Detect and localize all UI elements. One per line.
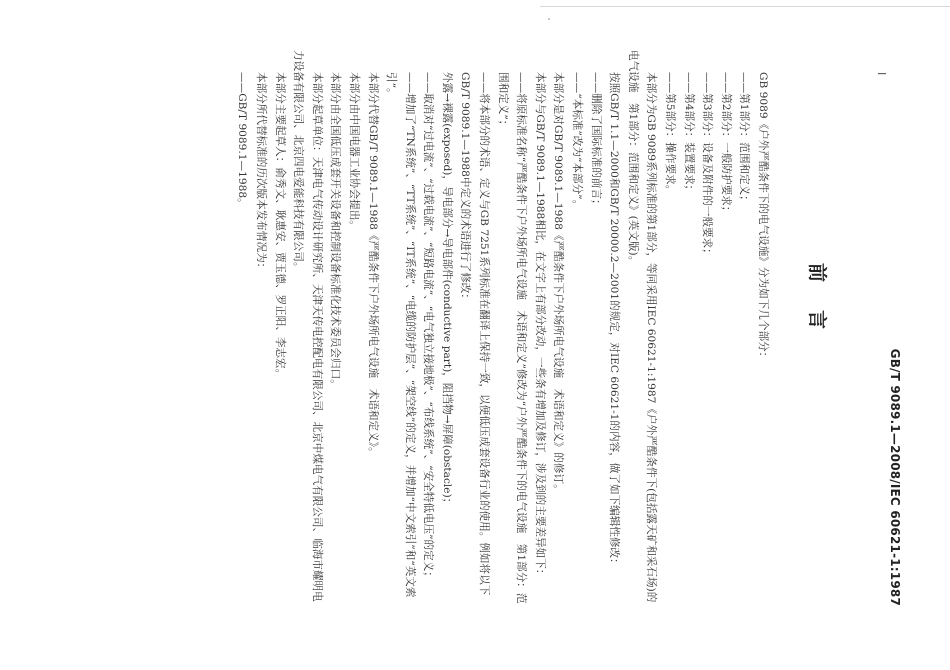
paragraph: 按照GB/T 1.1—2000和GB/T 20000.2—2001的规定，对IEC 60621-1的内容，做了如下编辑性修改： [608,72,621,569]
list-item: ——第1部分：范围和定义； [738,72,751,206]
list-item: ——将本部分的术语、定义与GB 7251系列标准在翻译上保持一致，以便低压成套设备行业的使用。例如将以下GB/T 9089.1—1988中定义的术语进行了修改： [459,72,491,596]
list-item: ——删除了国际标准的前言； [589,72,602,210]
list-item: ——第5部分：操作要求。 [664,72,677,196]
paragraph: 本部分是对GB/T 9089.1—1988《严酷条件下户外场所电气设施 术语和定义》的修订。 [552,72,565,495]
list-item: ——GB/T 9089.1—1988。 [236,72,249,209]
standard-number: GB/T 9089.1—2008/IEC 60621-1:1987 [888,348,902,606]
paragraph: GB 9089《户外严酷条件下的电气设施》分为如下几个部分： [757,72,769,363]
list-item: ——第3部分：设备及附件的一般要求； [701,72,714,259]
list-item: ——第2部分：一般防护要求； [719,72,732,217]
paragraph: 本部分代替GB/T 9089.1—1988《严酷条件下户外场所电气设施 术语和定义》。 [366,72,379,458]
paragraph: 本部分由全国低压成套开关设备和控制设备标准化技术委员会归口。 [329,72,342,390]
list-item: ——“本标准”改为“本部分”。 [571,72,584,211]
paragraph: 本部分为GB 9089系列标准的第1部分，等同采用IEC 60621-1:1987《户外严酷条件下(包括露天矿和采石场)的电气设施 第1部分：范围和定义》(英文版)。 [626,50,658,603]
page-number: I [875,72,888,76]
paragraph: 本部分由中国电器工业协会提出。 [347,72,360,231]
list-item: 外露→裸露(exposed)，导电部分→导电部件(conductive part)，阻挡物→屏障(obstacle)； [440,72,453,509]
page-title: 前言 [806,262,828,357]
list-item: ——将原标准名称“严酷条件下户外场所电气设施 术语和定义”修改为“户外严酷条件下的电气设施 第1部分：范围和定义”； [496,72,528,604]
list-item: ——取消对“过电流”、“过载电流”、“短路电流”、“电气独立接地极”、“布线系统”、“安全特低电压”的定义； [422,72,435,582]
list-item: ——第4部分：装置要求； [682,72,695,196]
paragraph: 本部分与GB/T 9089.1—1988相比，在文字上有部分改动，一些条有增加及修订，涉及到的主要差异如下： [533,72,546,580]
paragraph: 本部分主要起草人：俞秀文、耿惠安、贾玉德、罗正阳、李志宏。 [273,72,286,380]
paragraph: 本部分所代替标准的历次版本发布情况为： [254,72,267,274]
list-item: ——增加了“TN系统”、“TT系统”、“IT系统”、“电缆的防护层”、“架空线”的定义，并增加“中文索引”和“英文索引”。 [385,72,416,598]
foreword-body [233,50,772,608]
paragraph: 本部分起草单位：天津电气传动设计研究所、天津天传电控配电有限公司、北京中煤电气有限公司、临海市耀明电力设备有限公司、北京四电爱能科技有限公司。 [292,50,323,602]
